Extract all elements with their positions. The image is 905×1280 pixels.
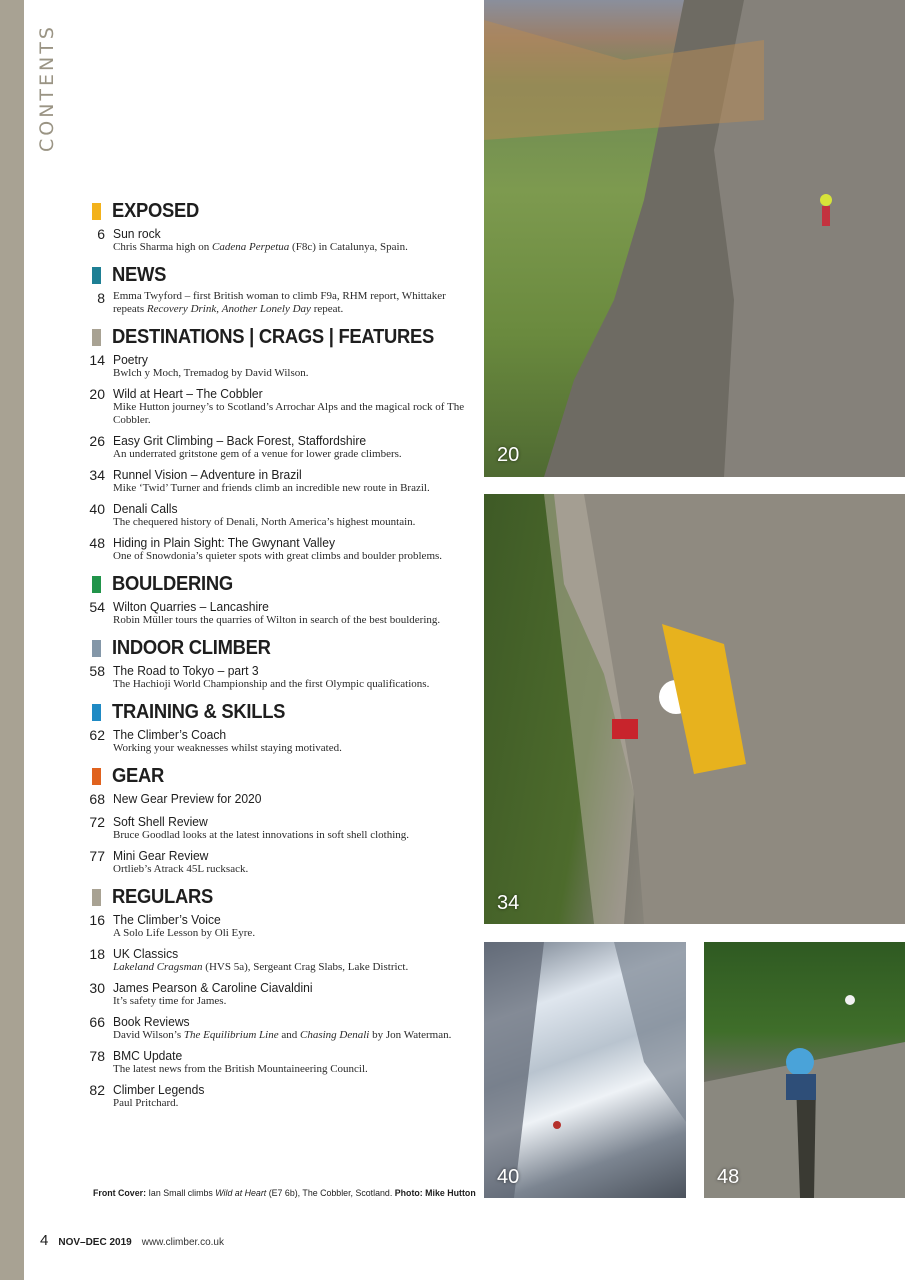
toc-entry[interactable] bbox=[89, 663, 472, 691]
entry-description: An underrated gritstone gem of a venue for lower grade climbers. bbox=[113, 448, 402, 460]
front-cover-route: Wild at Heart bbox=[215, 1188, 267, 1199]
toc-entry[interactable] bbox=[89, 352, 472, 380]
toc-entry[interactable] bbox=[89, 1014, 472, 1042]
entry-description: Ortlieb’s Atrack 45L rucksack. bbox=[113, 863, 249, 875]
toc-entry[interactable] bbox=[89, 1082, 472, 1110]
entry-body bbox=[113, 814, 472, 842]
toc-entry[interactable] bbox=[89, 433, 472, 461]
entry-title: Poetry bbox=[113, 352, 148, 367]
entry-title: James Pearson & Caroline Ciavaldini bbox=[113, 980, 313, 995]
page-number: 4 bbox=[40, 1232, 49, 1249]
section-header bbox=[92, 697, 472, 727]
toc-section bbox=[89, 569, 472, 627]
entry-title: Climber Legends bbox=[113, 1082, 205, 1097]
toc-section bbox=[89, 882, 472, 1110]
contents-label: CONTENTS bbox=[36, 24, 58, 152]
section-color-marker bbox=[92, 889, 101, 906]
entry-description: David Wilson’s The Equilibrium Line and Chasing Denali by Jon Waterman. bbox=[113, 1029, 452, 1041]
section-color-marker bbox=[92, 704, 101, 721]
entry-page-number: 40 bbox=[89, 501, 105, 517]
entry-title: Book Reviews bbox=[113, 1014, 190, 1029]
entry-title: Runnel Vision – Adventure in Brazil bbox=[113, 467, 302, 482]
section-title: NEWS bbox=[112, 263, 167, 286]
entry-title: The Road to Tokyo – part 3 bbox=[113, 663, 259, 678]
entry-description: Working your weaknesses whilst staying motivated. bbox=[113, 742, 342, 754]
entry-page-number: 30 bbox=[89, 980, 105, 996]
toc-entry[interactable] bbox=[92, 290, 472, 316]
section-title: TRAINING & SKILLS bbox=[112, 700, 286, 723]
entry-description: Bruce Goodlad looks at the latest innovations in soft shell clothing. bbox=[113, 829, 410, 841]
entry-title: Mini Gear Review bbox=[113, 848, 209, 863]
photo-cobbler-climber bbox=[484, 0, 905, 477]
photo-number-48: 48 bbox=[717, 1166, 740, 1188]
section-header bbox=[92, 882, 472, 912]
entry-description: Mike ‘Twid’ Turner and friends climb an incredible new route in Brazil. bbox=[113, 482, 430, 494]
section-color-marker bbox=[92, 576, 101, 593]
entry-body bbox=[113, 727, 472, 755]
toc-section bbox=[89, 633, 472, 691]
entry-body bbox=[113, 226, 472, 254]
toc-entry[interactable] bbox=[89, 912, 472, 940]
side-color-bar bbox=[0, 0, 24, 1280]
section-header bbox=[92, 260, 472, 290]
section-title: INDOOR CLIMBER bbox=[112, 636, 271, 659]
photo-brazil-art bbox=[484, 494, 905, 924]
entry-description: Emma Twyford – first British woman to climb F9a, RHM report, Whittaker repeats Recovery Drink, Another Lonely Day repeat. bbox=[113, 290, 446, 315]
entry-title: New Gear Preview for 2020 bbox=[113, 791, 262, 806]
entry-description: Robin Müller tours the quarries of Wilton in search of the best bouldering. bbox=[113, 614, 441, 626]
toc-entry[interactable] bbox=[89, 467, 472, 495]
toc-section bbox=[89, 761, 472, 876]
entry-page-number: 34 bbox=[89, 467, 105, 483]
entry-title: Wild at Heart – The Cobbler bbox=[113, 386, 263, 401]
entry-description: A Solo Life Lesson by Oli Eyre. bbox=[113, 927, 256, 939]
page-footer bbox=[40, 1232, 224, 1249]
entry-title: BMC Update bbox=[113, 1048, 183, 1063]
entry-description: The chequered history of Denali, North America’s highest mountain. bbox=[113, 516, 416, 528]
section-color-marker bbox=[92, 768, 101, 785]
entry-title: UK Classics bbox=[113, 946, 179, 961]
toc-entry[interactable] bbox=[89, 1048, 472, 1076]
entry-body bbox=[113, 386, 472, 427]
entry-body bbox=[113, 290, 472, 316]
entry-page-number: 54 bbox=[89, 599, 105, 615]
section-header bbox=[92, 633, 472, 663]
toc-entry[interactable] bbox=[89, 386, 472, 427]
entry-title: The Climber’s Voice bbox=[113, 912, 221, 927]
section-title: REGULARS bbox=[112, 885, 214, 908]
entry-page-number: 20 bbox=[89, 386, 105, 402]
section-title: BOULDERING bbox=[112, 572, 233, 595]
photo-number-40: 40 bbox=[497, 1166, 520, 1188]
toc-entry[interactable] bbox=[89, 599, 472, 627]
section-title: GEAR bbox=[112, 764, 165, 787]
entry-title: Sun rock bbox=[113, 226, 161, 241]
toc-entry[interactable] bbox=[89, 791, 472, 808]
toc-entry[interactable] bbox=[92, 226, 472, 254]
entry-page-number: 18 bbox=[89, 946, 105, 962]
entry-body bbox=[113, 848, 472, 876]
entry-body bbox=[113, 599, 472, 627]
front-cover-label: Front Cover: bbox=[93, 1188, 147, 1199]
entry-body bbox=[113, 980, 472, 1008]
photo-number-20: 20 bbox=[497, 444, 520, 466]
entry-description: Paul Pritchard. bbox=[113, 1097, 179, 1109]
section-title: DESTINATIONS | CRAGS | FEATURES bbox=[112, 325, 435, 348]
entry-page-number: 72 bbox=[89, 814, 105, 830]
entry-page-number: 58 bbox=[89, 663, 105, 679]
entry-page-number: 62 bbox=[89, 727, 105, 743]
entry-title: Easy Grit Climbing – Back Forest, Staffordshire bbox=[113, 433, 367, 448]
entry-body bbox=[113, 467, 472, 495]
entry-body bbox=[113, 501, 472, 529]
photo-denali-art bbox=[484, 942, 686, 1198]
entry-body bbox=[113, 946, 472, 974]
section-color-marker bbox=[92, 329, 101, 346]
entry-description: Chris Sharma high on Cadena Perpetua (F8c) in Catalunya, Spain. bbox=[113, 241, 408, 253]
entry-body bbox=[113, 433, 472, 461]
entry-title: Soft Shell Review bbox=[113, 814, 208, 829]
entry-page-number: 78 bbox=[89, 1048, 105, 1064]
toc-section bbox=[92, 260, 472, 316]
toc-entry[interactable] bbox=[89, 535, 472, 563]
section-header bbox=[92, 569, 472, 599]
entry-description: Bwlch y Moch, Tremadog by David Wilson. bbox=[113, 367, 309, 379]
entry-description: Mike Hutton journey’s to Scotland’s Arrochar Alps and the magical rock of The Cobbler. bbox=[113, 401, 465, 426]
front-cover-text-pre: Ian Small climbs bbox=[148, 1188, 213, 1199]
section-header bbox=[92, 761, 472, 791]
photo-denali bbox=[484, 942, 686, 1198]
entry-page-number: 66 bbox=[89, 1014, 105, 1030]
entry-body bbox=[113, 535, 472, 563]
photo-brazil-climber bbox=[484, 494, 905, 924]
front-cover-photo-credit: Photo: Mike Hutton bbox=[394, 1188, 476, 1199]
photo-gwynant-art bbox=[704, 942, 905, 1198]
section-color-marker bbox=[92, 640, 101, 657]
toc-section bbox=[92, 196, 472, 254]
front-cover-text-post: (E7 6b), The Cobbler, Scotland. bbox=[268, 1188, 393, 1199]
entry-page-number: 48 bbox=[89, 535, 105, 551]
section-color-marker bbox=[92, 267, 101, 284]
entry-page-number: 16 bbox=[89, 912, 105, 928]
entry-page-number: 14 bbox=[89, 352, 105, 368]
entry-title: Denali Calls bbox=[113, 501, 178, 516]
photo-gwynant bbox=[704, 942, 905, 1198]
entry-title: Wilton Quarries – Lancashire bbox=[113, 599, 269, 614]
section-header bbox=[92, 322, 472, 352]
photo-cobbler-art bbox=[484, 0, 905, 477]
photo-number-34: 34 bbox=[497, 892, 520, 914]
entry-body bbox=[113, 912, 472, 940]
entry-body bbox=[113, 663, 472, 691]
section-title: EXPOSED bbox=[112, 199, 200, 222]
entry-page-number: 6 bbox=[97, 226, 105, 242]
section-color-marker bbox=[92, 203, 101, 220]
entry-description: The latest news from the British Mountaineering Council. bbox=[113, 1063, 368, 1075]
entry-body bbox=[113, 1082, 472, 1110]
entry-page-number: 77 bbox=[89, 848, 105, 864]
entry-description: It’s safety time for James. bbox=[113, 995, 227, 1007]
entry-description: One of Snowdonia’s quieter spots with great climbs and boulder problems. bbox=[113, 550, 443, 562]
issue-date: NOV–DEC 2019 bbox=[58, 1237, 132, 1248]
toc-entry[interactable] bbox=[89, 946, 472, 974]
entry-description: The Hachioji World Championship and the first Olympic qualifications. bbox=[113, 678, 430, 690]
entry-page-number: 68 bbox=[89, 791, 105, 807]
entry-page-number: 82 bbox=[89, 1082, 105, 1098]
toc-section bbox=[89, 322, 472, 563]
entry-description: Lakeland Cragsman (HVS 5a), Sergeant Crag Slabs, Lake District. bbox=[113, 961, 409, 973]
entry-page-number: 8 bbox=[97, 290, 105, 306]
entry-body bbox=[113, 1014, 472, 1042]
toc-entry[interactable] bbox=[89, 814, 472, 842]
table-of-contents bbox=[89, 196, 472, 1116]
entry-body bbox=[113, 791, 472, 808]
website-url[interactable]: www.climber.co.uk bbox=[141, 1237, 224, 1248]
toc-entry[interactable] bbox=[89, 501, 472, 529]
entry-body bbox=[113, 352, 472, 380]
section-header bbox=[92, 196, 472, 226]
entry-title: The Climber’s Coach bbox=[113, 727, 227, 742]
toc-entry[interactable] bbox=[89, 727, 472, 755]
toc-entry[interactable] bbox=[89, 980, 472, 1008]
entry-title: Hiding in Plain Sight: The Gwynant Valley bbox=[113, 535, 336, 550]
toc-entry[interactable] bbox=[89, 848, 472, 876]
front-cover-credit bbox=[93, 1188, 476, 1199]
toc-section bbox=[89, 697, 472, 755]
entry-page-number: 26 bbox=[89, 433, 105, 449]
entry-body bbox=[113, 1048, 472, 1076]
